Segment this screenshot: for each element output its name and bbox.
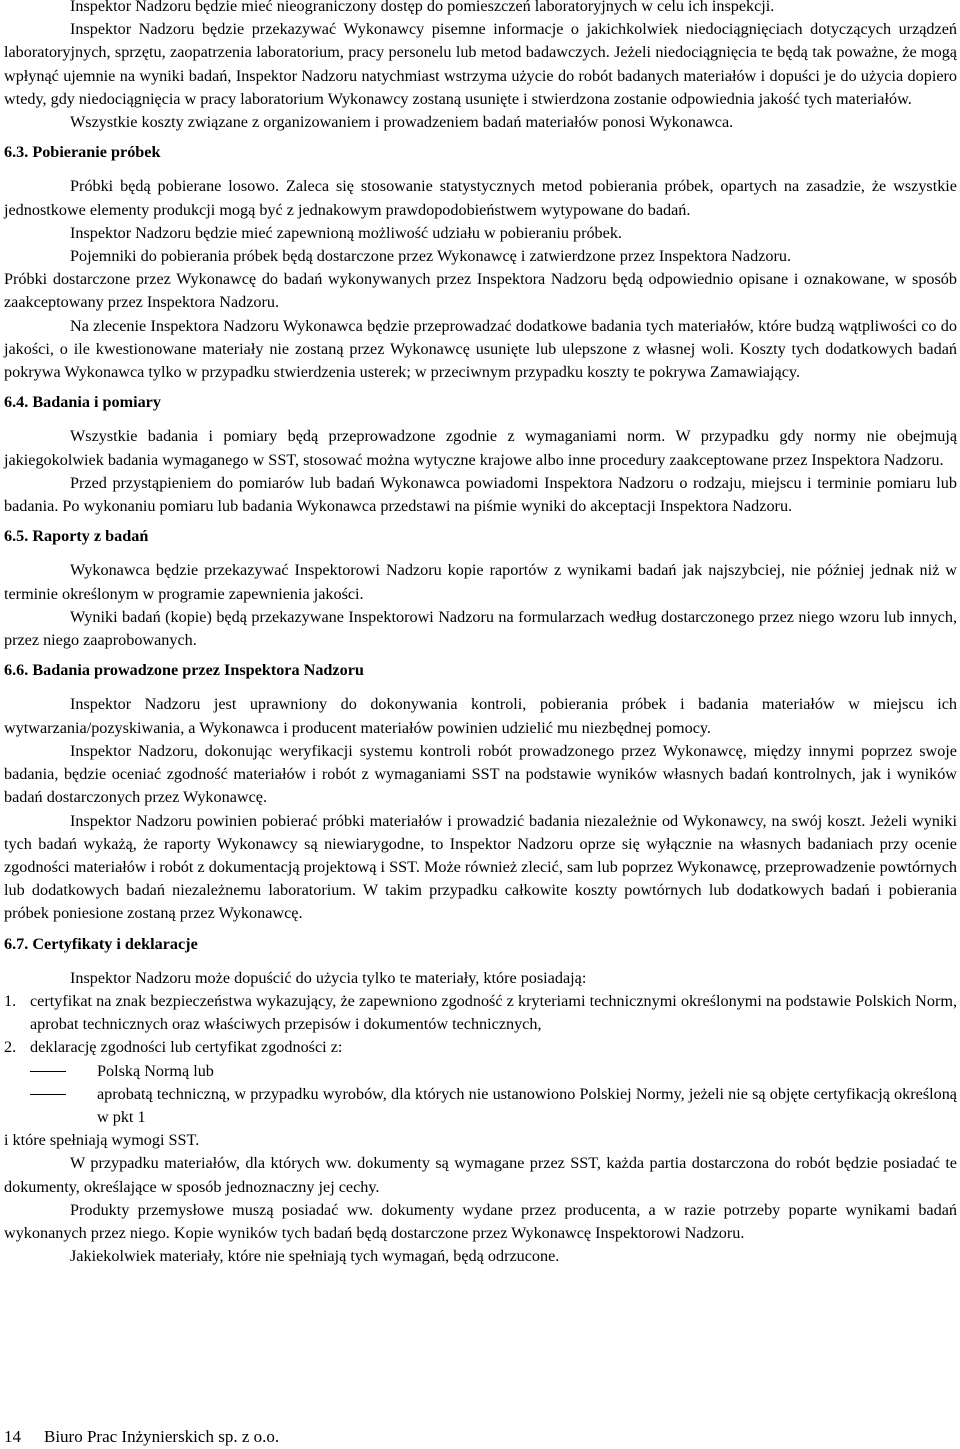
list-marker: 1. — [4, 991, 17, 1010]
dash-bullet-icon — [30, 1094, 66, 1095]
paragraph: Inspektor Nadzoru, dokonując weryfikacji systemu kontroli robót prowadzonego przez Wykonawcę, między innymi poprzez swoje badania, będzie oceniać zgodność materiałów i robót z wymaganiami SST na podstawie wyników własnych badań kontrolnych, jak i wyników badań dostarczonych przez Wykonawcę. — [4, 741, 957, 807]
document-body — [4, 0, 957, 1268]
list-item-text: certyfikat na znak bezpieczeństwa wykazujący, że zapewniono zgodność z kryteriami technicznymi określonymi na podstawie Polskich Norm, aprobat technicznych oraz właściwych przepisów i dokumentów technicznych, — [30, 991, 957, 1034]
paragraph: Próbki będą pobierane losowo. Zaleca się stosowanie statystycznych metod pobierania próbek, opartych na zasadzie, że wszystkie jednostkowe elementy produkcji mogą być z jednakowym prawdopodobieństwem wytypowane do badań. — [4, 177, 957, 219]
section-heading-6-7: 6.7. Certyfikaty i deklaracje — [4, 934, 198, 953]
dash-list-item — [4, 1083, 957, 1129]
paragraph: Przed przystąpieniem do pomiarów lub badań Wykonawca powiadomi Inspektora Nadzoru o rodzaju, miejscu i terminie pomiaru lub badania. Po wykonaniu pomiaru lub badania Wykonawca przedstawi na piśmie wyniki do akceptacji Inspektora Nadzoru. — [4, 473, 957, 516]
dash-list — [4, 1060, 957, 1130]
numbered-list — [4, 990, 957, 1060]
dash-item-text: aprobatą techniczną, w przypadku wyrobów, dla których nie ustanowiono Polskiej Normy, jeżeli nie są objęte certyfikacją określoną w pkt 1 — [97, 1084, 957, 1126]
paragraph: W przypadku materiałów, dla których ww. dokumenty są wymagane przez SST, każda partia dostarczona do robót będzie posiadać te dokumenty, określające w sposób jednoznaczny jej cechy. — [4, 1154, 957, 1196]
paragraph: Wszystkie badania i pomiary będą przeprowadzone zgodnie z wymaganiami norm. W przypadku gdy normy nie obejmują jakiegokolwiek badania wymaganego w SST, stosować można wytyczne krajowe albo inne procedury zaakceptowane przez Inspektora Nadzoru. — [4, 427, 957, 469]
paragraph: Produkty przemysłowe muszą posiadać ww. dokumenty wydane przez producenta, a w razie potrzeby poparte wynikami badań wykonanych przez niego. Kopie wyników tych badań będą dostarczone przez Wykonawcę Inspektorowi Nadzoru. — [4, 1200, 957, 1242]
list-tail: i które spełniają wymogi SST. — [4, 1131, 200, 1150]
paragraph: Próbki dostarczone przez Wykonawcę do badań wykonywanych przez Inspektora Nadzoru będą odpowiednio opisane i oznakowane, w sposób zaakceptowany przez Inspektora Nadzoru. — [4, 270, 957, 312]
paragraph: Inspektor Nadzoru może dopuścić do użycia tylko te materiały, które posiadają: — [70, 968, 587, 987]
section-heading-6-3: 6.3. Pobieranie próbek — [4, 143, 161, 162]
paragraph: Na zlecenie Inspektora Nadzoru Wykonawca będzie przeprowadzać dodatkowe badania tych materiałów, które budzą wątpliwości co do jakości, o ile kwestionowane materiały nie zostaną przez Wykonawcę usunięte lub ulepszone z własnej woli. Koszty tych dodatkowych badań pokrywa Wykonawca tylko w przypadku stwierdzenia usterek; w przeciwnym przypadku koszty te pokrywa Zamawiający. — [4, 316, 957, 382]
paragraph: Wyniki badań (kopie) będą przekazywane Inspektorowi Nadzoru na formularzach według dostarczonego przez niego wzoru lub innych, przez niego zaaprobowanych. — [4, 607, 957, 650]
paragraph: Inspektor Nadzoru jest uprawniony do dokonywania kontroli, pobierania próbek i badania materiałów w miejscu ich wytwarzania/pozyskiwania, a Wykonawca i producent materiałów powinien udzielić mu niezbędnej pomocy. — [4, 695, 957, 737]
dash-item-text: Polską Normą lub — [97, 1061, 214, 1080]
paragraph: Inspektor Nadzoru powinien pobierać próbki materiałów i prowadzić badania niezależnie od Wykonawcy, na swój koszt. Jeżeli wyniki tych badań wykażą, że raporty Wykonawcy są niewiarygodne, to Inspektor Nadzoru oprze się wyłącznie na własnych badaniach przy ocenie zgodności materiałów i robót z dokumentacją projektową i SST. Może również zlecić, sam lub poprzez Wykonawcę, przeprowadzenie powtórnych lub dodatkowych badań niezależnemu laboratorium. W takim przypadku całkowite koszty powtórnych lub dodatkowych badań i pobierania próbek poniesione zostaną przez Wykonawcę. — [4, 811, 957, 923]
dash-bullet-icon — [30, 1071, 66, 1072]
page-footer — [4, 1426, 279, 1448]
intro-line: Inspektor Nadzoru będzie mieć nieograniczony dostęp do pomieszczeń laboratoryjnych w celu ich inspekcji. — [70, 0, 775, 15]
section-heading-6-4: 6.4. Badania i pomiary — [4, 393, 161, 412]
paragraph: Inspektor Nadzoru będzie przekazywać Wykonawcy pisemne informacje o jakichkolwiek niedociągnięciach dotyczących urządzeń laboratoryjnych, sprzętu, zaopatrzenia laboratorium, pracy personelu lub metod badawczych. Jeżeli niedociągnięcia te będą tak poważne, że mogą wpłynąć ujemnie na wyniki badań, Inspektor Nadzoru natychmiast wstrzyma użycie do robót badanych materiałów i dopuści je do użycia dopiero wtedy, gdy niedociągnięcia w pracy laboratorium Wykonawcy zostaną usunięte i stwierdzona zostanie odpowiednia jakość tych materiałów. — [4, 20, 957, 108]
list-marker: 2. — [4, 1038, 17, 1057]
page-number: 14 — [4, 1427, 21, 1446]
list-item — [4, 1036, 957, 1059]
footer-company: Biuro Prac Inżynierskich sp. z o.o. — [44, 1427, 280, 1446]
paragraph: Wykonawca będzie przekazywać Inspektorowi Nadzoru kopie raportów z wynikami badań jak najszybciej, nie później jednak niż w terminie określonym w programie zapewnienia jakości. — [4, 561, 957, 603]
dash-list-item — [4, 1060, 957, 1083]
list-item-text: deklarację zgodności lub certyfikat zgodności z: — [30, 1038, 343, 1057]
list-item — [4, 990, 957, 1036]
paragraph: Wszystkie koszty związane z organizowaniem i prowadzeniem badań materiałów ponosi Wykonawca. — [70, 113, 734, 132]
paragraph: Pojemniki do pobierania próbek będą dostarczone przez Wykonawcę i zatwierdzone przez Inspektora Nadzoru. — [70, 247, 792, 266]
section-heading-6-5: 6.5. Raporty z badań — [4, 527, 149, 546]
section-heading-6-6: 6.6. Badania prowadzone przez Inspektora Nadzoru — [4, 661, 364, 680]
paragraph: Inspektor Nadzoru będzie mieć zapewnioną możliwość udziału w pobieraniu próbek. — [70, 223, 622, 242]
paragraph: Jakiekolwiek materiały, które nie spełniają tych wymagań, będą odrzucone. — [70, 1247, 560, 1266]
